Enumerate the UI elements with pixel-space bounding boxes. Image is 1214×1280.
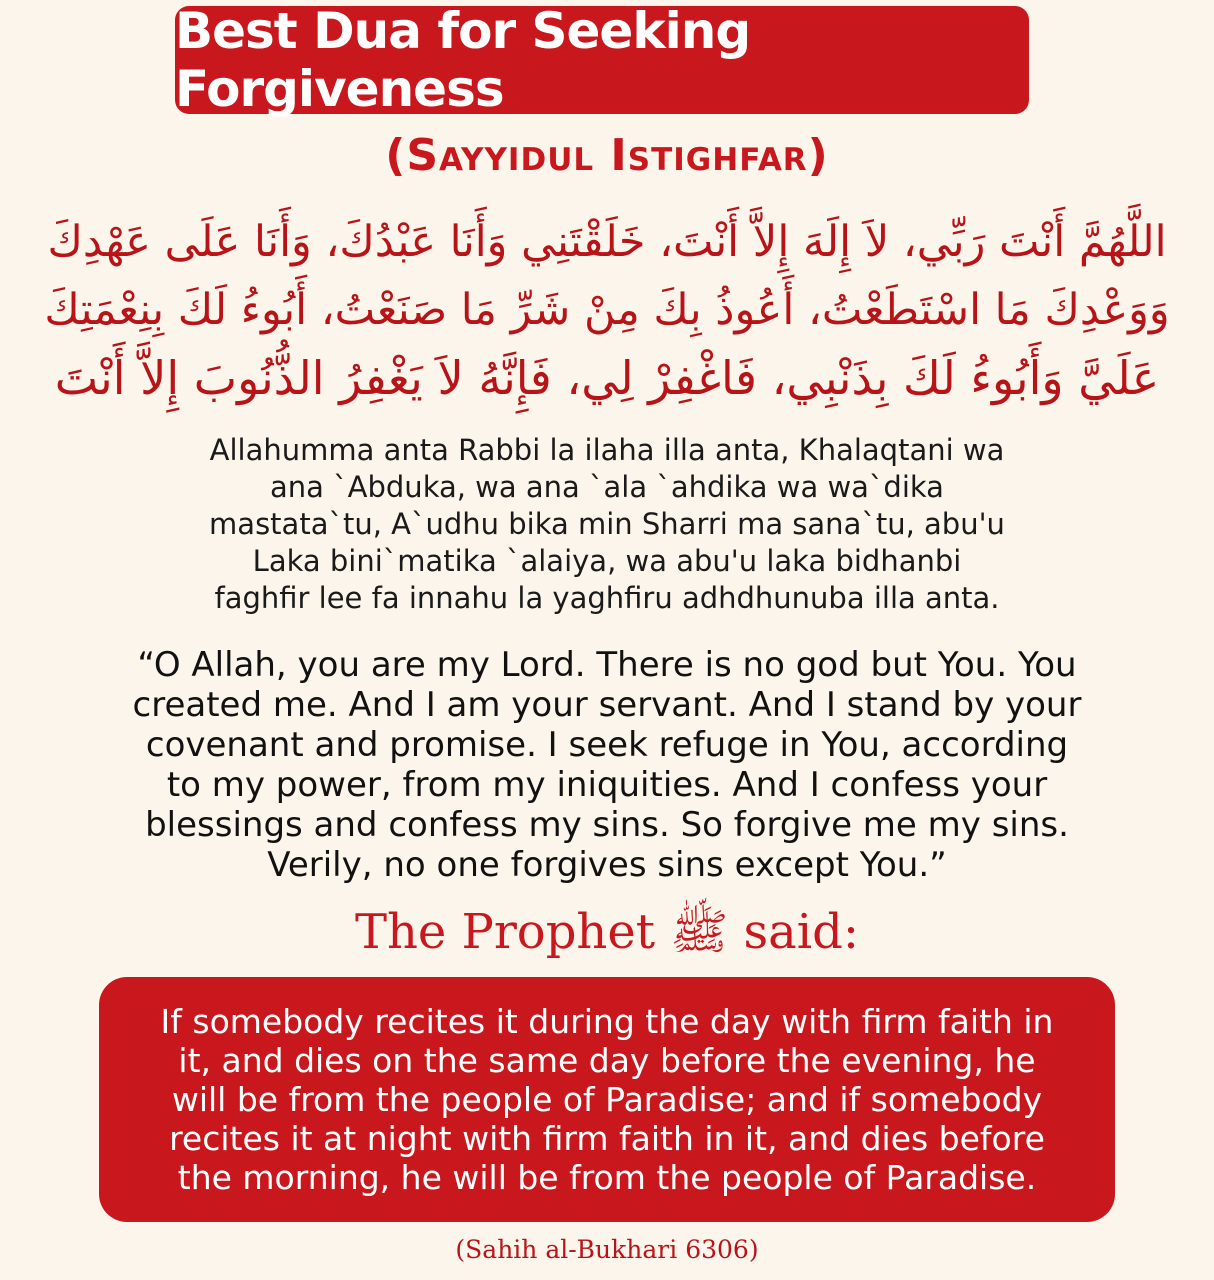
prophet-said-heading: The Prophet ﷺ said: (354, 904, 860, 960)
hadith-line: it, and dies on the same day before the evening, he (178, 1041, 1036, 1080)
hadith-line: recites it at night with firm faith in it, and dies before (169, 1119, 1045, 1158)
arabic-dua (40, 208, 1174, 412)
transliteration-line: mastata`tu, A`udhu bika min Sharri ma sana`tu, abu'u (209, 507, 1005, 541)
transliteration-line: Laka bini`matika `alaiya, wa abu'u laka bidhanbi (252, 544, 962, 578)
translation-line: “O Allah, you are my Lord. There is no god but You. You (137, 645, 1077, 685)
hadith-reference: (Sahih al-Bukhari 6306) (455, 1235, 759, 1264)
hadith-line: the morning, he will be from the people of Paradise. (177, 1158, 1037, 1197)
translation-line: Verily, no one forgives sins except You.” (267, 845, 947, 885)
translation-line: created me. And I am your servant. And I stand by your (132, 685, 1082, 725)
hadith-box (99, 977, 1115, 1222)
hadith-text (161, 1002, 1054, 1197)
arabic-line: اللَّهُمَّ أَنْتَ رَبِّي، لاَ إِلَهَ إِلاَّ أَنْتَ، خَلَقْتَنِي وَأَنَا عَبْدُكَ، وَأَنَا عَلَى عَهْدِكَ (47, 217, 1167, 267)
translation (40, 645, 1174, 885)
transliteration-line: ana `Abduka, wa ana `ala `ahdika wa wa`dika (270, 470, 944, 504)
title-banner (175, 2, 1029, 118)
translation-line: covenant and promise. I seek refuge in You, according (145, 725, 1069, 765)
page-title: Best Dua for Seeking Forgiveness (175, 2, 751, 118)
transliteration-line: faghfir lee fa innahu la yaghfiru adhdhunuba illa anta. (214, 581, 1000, 615)
arabic-line: عَلَيَّ وَأَبُوءُ لَكَ بِذَنْبِي، فَاغْفِرْ لِي، فَإِنَّهُ لاَ يَغْفِرُ الذُّنُوبَ إِلاَّ أَنْتَ (54, 351, 1160, 405)
transliteration-line: Allahumma anta Rabbi la ilaha illa anta, Khalaqtani wa (209, 433, 1005, 467)
translation-line: to my power, from my iniquities. And I confess your (166, 765, 1048, 805)
translation-line: blessings and confess my sins. So forgive me my sins. (145, 805, 1069, 845)
hadith-line: will be from the people of Paradise; and if somebody (171, 1080, 1043, 1119)
transliteration (60, 432, 1154, 617)
arabic-line: وَوَعْدِكَ مَا اسْتَطَعْتُ، أَعُوذُ بِكَ مِنْ شَرِّ مَا صَنَعْتُ، أَبُوءُ لَكَ بِنِعْمَتِكَ (44, 285, 1170, 335)
page-subtitle: (Sayyidul Istighfar) (385, 130, 829, 181)
hadith-line: If somebody recites it during the day with firm faith in (160, 1002, 1054, 1041)
